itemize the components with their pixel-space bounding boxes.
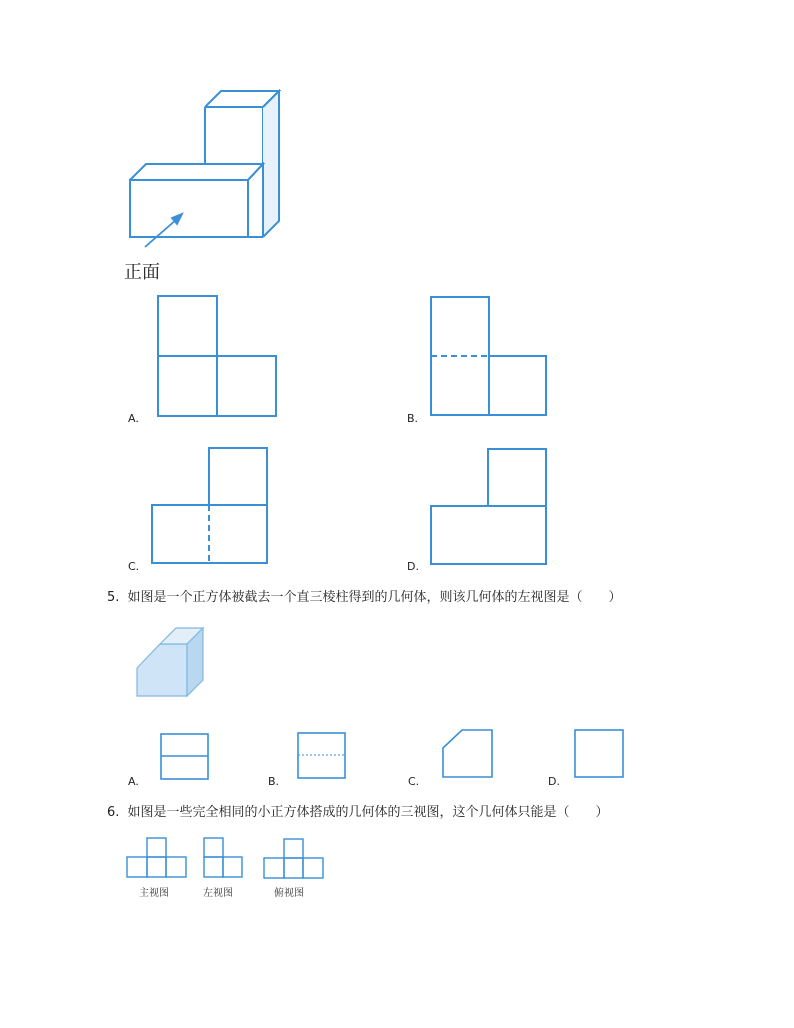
q4-option-a-label[interactable]: A. — [128, 412, 139, 425]
q5-text: 如图是一个正方体被截去一个直三棱柱得到的几何体，则该几何体的左视图是（ ） — [127, 590, 622, 605]
q5-option-a-label[interactable]: A. — [128, 775, 139, 788]
q4-option-d-label[interactable]: D. — [407, 560, 419, 573]
q5-option-c-label[interactable]: C. — [408, 775, 420, 788]
q5-option-d-label[interactable]: D. — [548, 775, 560, 788]
q5-option-b-label[interactable]: B. — [268, 775, 280, 788]
q5-number: 5. — [107, 590, 120, 605]
q6-text: 如图是一些完全相同的小正方体搭成的几何体的三视图，这个几何体只能是（ ） — [127, 805, 609, 820]
q4-option-b-label[interactable]: B. — [407, 412, 419, 425]
q6-top-view-caption: 俯视图 — [274, 888, 304, 899]
q6-front-view-caption: 主视图 — [139, 888, 169, 899]
q6-number: 6. — [107, 805, 120, 820]
q4-option-c-label[interactable]: C. — [128, 560, 140, 573]
front-label: 正面 — [124, 262, 160, 283]
q6-left-view-caption: 左视图 — [203, 888, 233, 899]
